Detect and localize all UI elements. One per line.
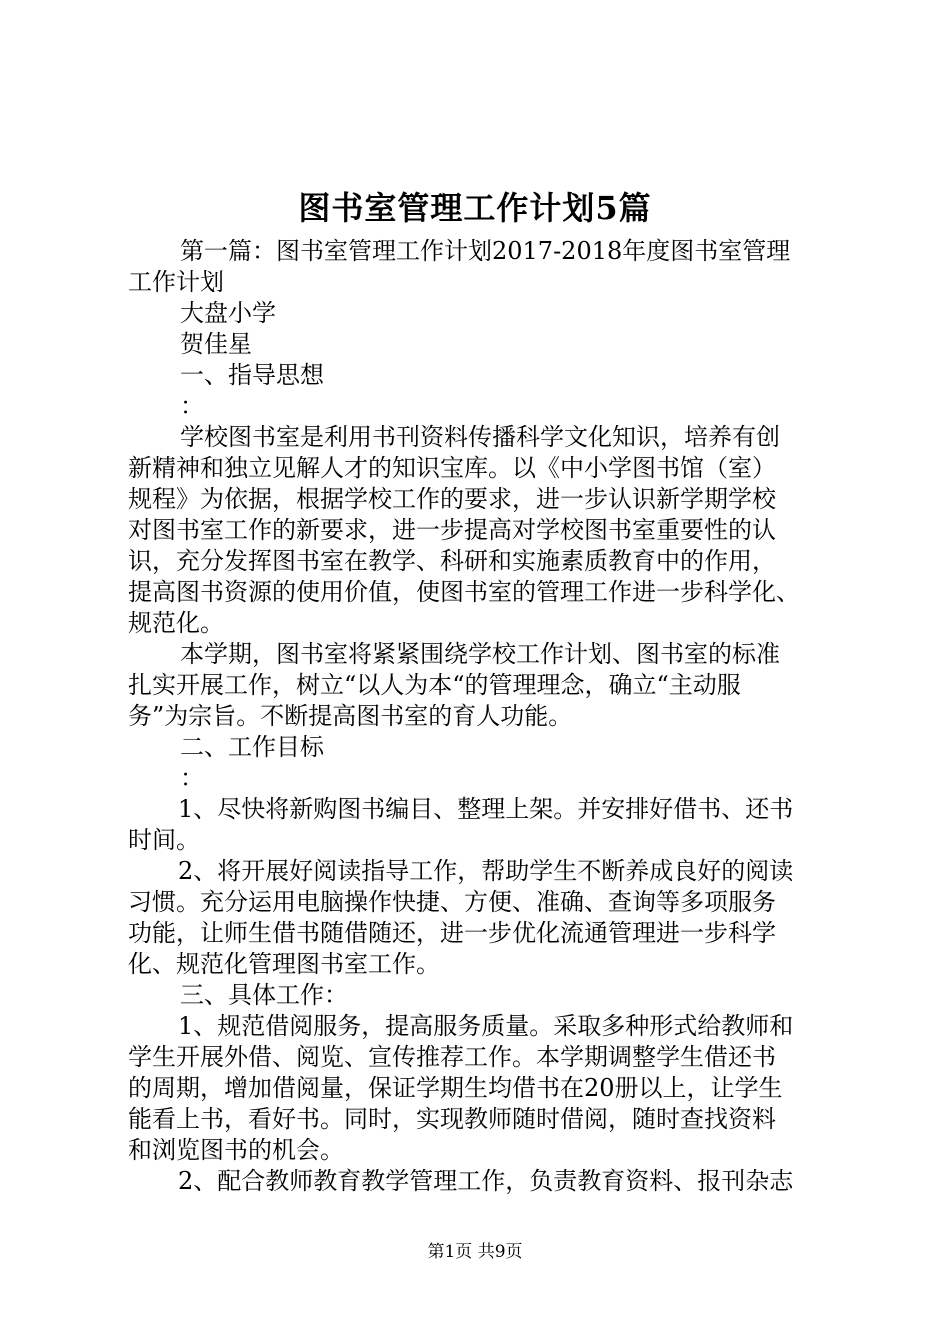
paragraph-line: 功能，让师生借书随借随还，进一步优化流通管理进一步科学: [128, 919, 776, 947]
paragraph-line: 规范化。: [128, 609, 224, 637]
paragraph-line: 提高图书资源的使用价值，使图书室的管理工作进一步科学化、: [128, 578, 800, 606]
paragraph-line: 和浏览图书的机会。: [128, 1136, 344, 1164]
paragraph-line: 本学期，图书室将紧紧围绕学校工作计划、图书室的标准: [180, 640, 780, 668]
section-heading-work-goals: 二、工作目标: [180, 733, 324, 761]
page-footer: 第1页 共9页: [427, 1242, 523, 1262]
paragraph-line: 规程》为依据，根据学校工作的要求，进一步认识新学期学校: [128, 485, 776, 513]
list-item-line: 2、将开展好阅读指导工作，帮助学生不断养成良好的阅读: [178, 857, 794, 885]
section-heading-guiding-thought: 一、指导思想: [180, 361, 324, 389]
paragraph-line: 扎实开展工作，树立“以人为本“的管理理念，确立“主动服: [128, 671, 741, 699]
paragraph-line: 化、规范化管理图书室工作。: [128, 950, 440, 978]
paragraph-line: 习惯。充分运用电脑操作快捷、方便、准确、查询等多项服务: [128, 888, 776, 916]
paragraph-line: 新精神和独立见解人才的知识宝库。以《中小学图书馆（室）: [128, 454, 776, 482]
author-name: 贺佳星: [180, 330, 252, 358]
document-body: [128, 236, 840, 1197]
list-item-line: 2、配合教师教育教学管理工作，负责教育资料、报刊杂志: [178, 1167, 794, 1195]
section-heading-specific-work: 三、具体工作：: [180, 981, 348, 1009]
paragraph-line: 务”为宗旨。不断提高图书室的育人功能。: [128, 702, 573, 730]
document-title: 图书室管理工作计划5篇: [298, 189, 652, 227]
paragraph-line: 对图书室工作的新要求，进一步提高对学校图书室重要性的认: [128, 516, 776, 544]
paragraph-line: 识，充分发挥图书室在教学、科研和实施素质教育中的作用，: [128, 547, 776, 575]
paragraph-line: 时间。: [128, 826, 200, 854]
paragraph-line: 工作计划: [128, 268, 224, 296]
list-item-line: 1、尽快将新购图书编目、整理上架。并安排好借书、还书: [178, 795, 794, 823]
paragraph-line: 学生开展外借、阅览、宣传推荐工作。本学期调整学生借还书: [128, 1043, 776, 1071]
colon-line: ：: [180, 392, 204, 420]
list-item-line: 1、规范借阅服务，提高服务质量。采取多种形式给教师和: [178, 1012, 794, 1040]
section-heading-line: 第一篇：图书室管理工作计划2017-2018年度图书室管理: [180, 237, 791, 265]
paragraph-line: 能看上书，看好书。同时，实现教师随时借阅，随时查找资料: [128, 1105, 776, 1133]
paragraph-line: 学校图书室是利用书刊资料传播科学文化知识，培养有创: [180, 423, 780, 451]
colon-line: ：: [180, 764, 204, 792]
school-name: 大盘小学: [180, 299, 276, 327]
paragraph-line: 的周期，增加借阅量，保证学期生均借书在20册以上，让学生: [128, 1074, 783, 1102]
